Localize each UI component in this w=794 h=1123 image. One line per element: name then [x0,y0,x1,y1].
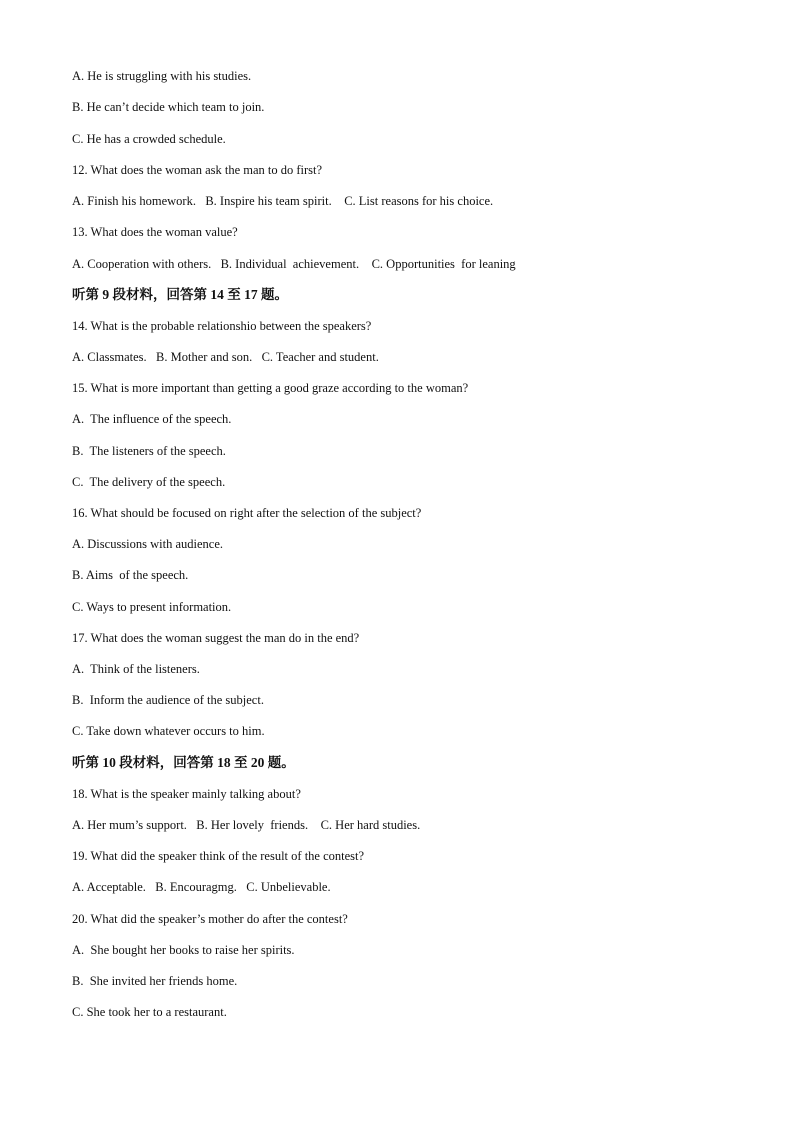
option-17b: B. Inform the audience of the subject. [72,693,264,707]
option-15b: B. The listeners of the speech. [72,444,226,458]
option-16a: A. Discussions with audience. [72,537,224,551]
question-18: 18. What is the speaker mainly talking about? [72,787,301,801]
question-13: 13. What does the woman value? [72,225,238,239]
option-17a: A. Think of the listeners. [72,662,200,676]
options-18: A. Her mum’s support. B. Her lovely friends. C. Her hard studies. [72,818,421,832]
question-15: 15. What is more important than getting a good graze according to the woman? [72,381,469,395]
question-17: 17. What does the woman suggest the man do in the end? [72,631,360,645]
question-19: 19. What did the speaker think of the result of the contest? [72,849,365,863]
options-19: A. Acceptable. B. Encouragmg. C. Unbelievable. [72,880,331,894]
question-16: 16. What should be focused on right after the selection of the subject? [72,506,422,520]
line-3: C. He has a crowded schedule. [72,132,226,146]
option-20a: A. She bought her books to raise her spirits. [72,943,295,957]
option-17c: C. Take down whatever occurs to him. [72,724,265,738]
option-16c: C. Ways to present information. [72,600,232,614]
line-1: A. He is struggling with his studies. [72,69,252,83]
options-14: A. Classmates. B. Mother and son. C. Teacher and student. [72,350,379,364]
question-12: 12. What does the woman ask the man to do first? [72,163,323,177]
option-20b: B. She invited her friends home. [72,974,238,988]
line-2: B. He can’t decide which team to join. [72,100,265,114]
option-15c: C. The delivery of the speech. [72,475,226,489]
options-13: A. Cooperation with others. B. Individual achievement. C. Opportunities for leaning [72,257,516,271]
option-15a: A. The influence of the speech. [72,412,232,426]
section-heading-9: 听第 9 段材料，回答第 14 至 17 题。 [72,287,288,302]
question-20: 20. What did the speaker’s mother do after the contest? [72,912,348,926]
option-20c: C. She took her to a restaurant. [72,1005,227,1019]
question-14: 14. What is the probable relationshio between the speakers? [72,319,372,333]
option-16b: B. Aims of the speech. [72,568,189,582]
options-12: A. Finish his homework. B. Inspire his team spirit. C. List reasons for his choice. [72,194,494,208]
section-heading-10: 听第 10 段材料，回答第 18 至 20 题。 [72,755,295,770]
